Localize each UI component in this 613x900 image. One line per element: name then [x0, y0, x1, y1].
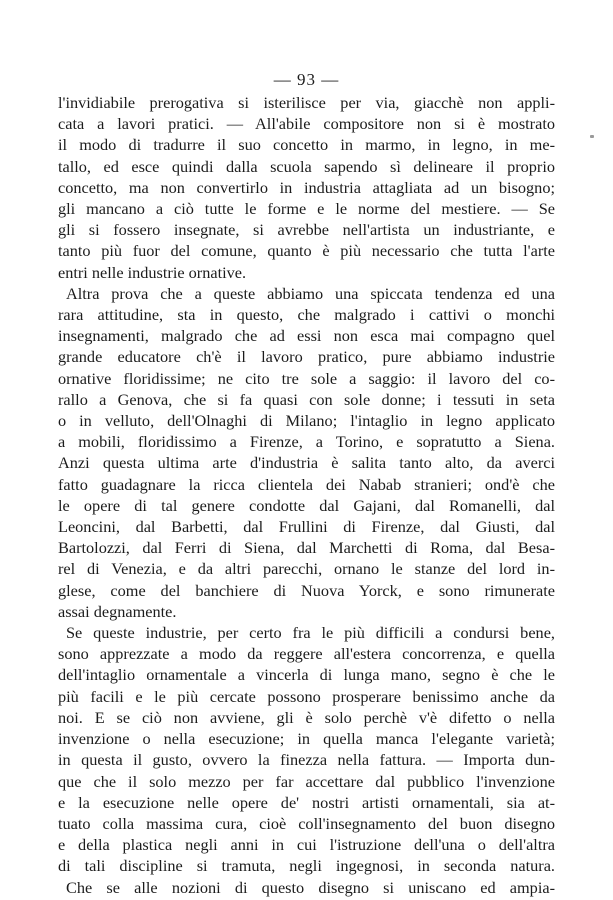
scan-speck: [590, 135, 594, 138]
text-line: rara attitudine, sta in questo, che malgrado i cattivi o monchi: [58, 305, 555, 325]
text-line: o in velluto, dell'Olnaghi di Milano; l'intaglio in legno applicato: [58, 411, 555, 431]
text-line: l'invidiabile prerogativa si isterilisce per via, giacchè non appli-: [58, 93, 555, 112]
text-line: que che il solo mezzo per far accettare dal pubblico l'invenzione: [58, 771, 555, 791]
text-line: di tali discipline si tramuta, negli ingegnosi, in seconda natura.: [58, 856, 555, 876]
text-line: Altra prova che a queste abbiamo una spiccata tendenza ed una: [66, 283, 555, 303]
text-line: glese, come del banchiere di Nuova Yorck, e sono rimunerate: [58, 580, 555, 600]
text-line: rel di Venezia, e da altri parecchi, ornano le stanze del lord in-: [58, 559, 555, 579]
text-line: a mobili, floridissimo a Firenze, a Torino, e sopratutto a Siena.: [58, 432, 555, 452]
text-line: sono apprezzate a modo da reggere all'estera concorrenza, e quella: [58, 644, 555, 664]
text-line: tallo, ed esce quindi dalla scuola sapendo sì delineare il proprio: [58, 156, 555, 176]
text-line: Bartolozzi, dal Ferri di Siena, dal Marchetti di Roma, dal Besa-: [58, 538, 555, 558]
text-line: noi. E se ciò non avviene, gli è solo perchè v'è difetto o nella: [58, 707, 555, 727]
text-line: e la esecuzione nelle opere de' nostri artisti ornamentali, sia at-: [58, 792, 555, 812]
text-line: e della plastica negli anni in cui l'istruzione dell'una o dell'altra: [58, 835, 555, 855]
text-line: concetto, ma non convertirlo in industria attagliata ad un bisogno;: [58, 177, 555, 197]
text-line: dell'intaglio ornamentale a vincerla di lunga mano, segno è che le: [58, 665, 555, 685]
text-line: entri nelle industrie ornative.: [58, 262, 247, 282]
text-line: le opere di tal genere condotte dal Gajani, dal Romanelli, dal: [58, 495, 555, 515]
text-line: assai degnamente.: [58, 601, 177, 621]
text-line: tanto più fuor del comune, quanto è più necessario che tutta l'arte: [58, 241, 555, 261]
text-line: gli si fossero insegnate, si avrebbe nell'artista un industriante, e: [58, 220, 555, 240]
page-text: [58, 92, 555, 898]
text-line: fatto guadagnare la ricca clientela dei Nabab stranieri; ond'è che: [58, 474, 555, 494]
text-line: ornative floridissime; ne cito tre sole a saggio: il lavoro del co-: [58, 368, 555, 388]
text-line: in questa il gusto, ovvero la finezza nella fattura. — Importa dun-: [58, 750, 555, 770]
text-line: tuato colla massima cura, cioè coll'insegnamento del buon disegno: [58, 813, 555, 833]
text-line: Leoncini, dal Barbetti, dal Frullini di Firenze, dal Giusti, dal: [58, 517, 555, 537]
text-line: rallo a Genova, che si fa quasi con sole donne; i tessuti in seta: [58, 389, 555, 409]
text-line: Che se alle nozioni di questo disegno si uniscano ed ampia-: [66, 877, 555, 897]
text-line: cata a lavori pratici. — All'abile compositore non si è mostrato: [58, 114, 555, 134]
page-number: — 93 —: [273, 70, 340, 89]
text-line: più facili e le più cercate possono prosperare benissimo anche da: [58, 686, 555, 706]
text-line: invenzione o nella esecuzione; in quella manca l'elegante varietà;: [58, 729, 555, 749]
text-line: Se queste industrie, per certo fra le più difficili a condursi bene,: [66, 623, 555, 643]
text-line: grande educatore ch'è il lavoro pratico, pure abbiamo industrie: [58, 347, 555, 367]
text-line: Anzi questa ultima arte d'industria è salita tanto alto, da averci: [58, 453, 555, 473]
text-line: gli mancano a ciò tutte le forme e le norme del mestiere. — Se: [58, 199, 555, 219]
text-line: insegnamenti, malgrado che ad essi non esca mai compagno quel: [58, 326, 555, 346]
text-line: il modo di tradurre il suo concetto in marmo, in legno, in me-: [58, 135, 555, 155]
